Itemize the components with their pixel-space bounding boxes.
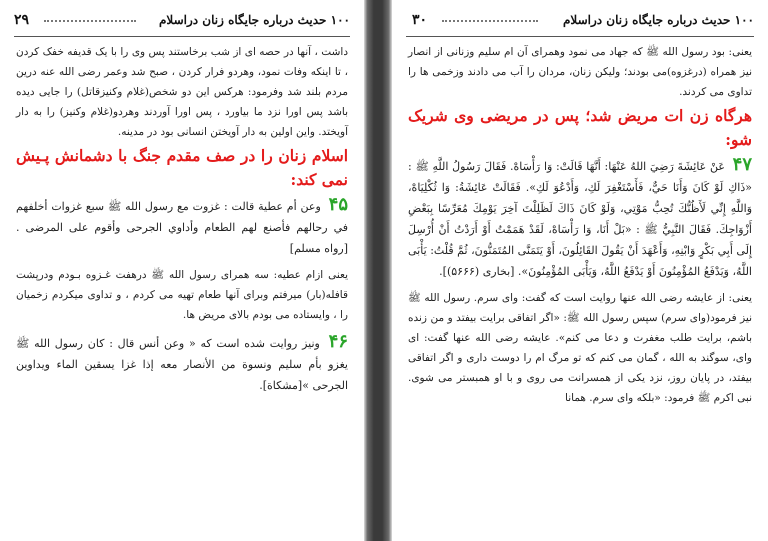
hadith-number: ۴۷ [732,154,752,175]
header-title: ۱۰۰ حدیث درباره جایگاه زنان دراسلام [563,13,754,27]
page-number: ۲۹ [14,12,30,28]
hadith-47 [408,154,752,282]
page-number: ۳۰ [412,12,428,28]
header-title: ۱۰۰ حدیث درباره جایگاه زنان دراسلام [159,13,350,27]
hadith-number: ۴۶ [328,331,348,352]
hadith-arabic-text: عَنْ عَائِشَةَ رَضِيَ اللهُ عَنْهَا: أَنَّهَا قَالَتْ: وَا رَأْسَاهْ. فَقَالَ رَسُولُ اللَّهِ ﷺ : «ذَاكِ لَوْ كَانَ وَأَنَا حَيٌّ، فَأَسْتَغْفِرَ لَكِ، وَأَدْعُوَ لَكِ». فَقَالَتْ عَائِشَةُ: وَا ثُكْلِيَاهْ، وَاللَّهِ إِنِّي لَأَظُنُّكَ تُحِبُّ مَوْتِي، وَلَوْ كَانَ ذَاكَ لَظَلِلْتَ آخِرَ يَوْمِكَ مُعَرِّسًا بِبَعْضِ أَزْوَاجِكَ. فَقَالَ النَّبِيُّ ﷺ : «بَلْ أَنَا، وَا رَأْسَاهْ، لَقَدْ هَمَمْتُ أَوْ أَرَدْتُ أَنْ أُرْسِلَ إِلَى أَبِي بَكْرٍ وَابْنِهِ، وَأَعْهَدَ أَنْ يَقُولَ القَائِلُونَ، أَوْ يَتَمَنَّى المُتَمَنُّونَ، ثُمَّ قُلْتُ: يَأْبَى اللَّهُ، وَيَدْفَعُ المُؤْمِنُونَ أَوْ يَدْفَعُ اللَّهُ، وَيَأْبَى المُؤْمِنُونَ». [بخاری (۵۶۶۶)]. [408,160,752,278]
page-29 [0,0,364,541]
hadith-translation: یعنی ازام عطیه: سه همرای رسول الله ﷺ درهفت غـزوه بـودم ودرپشت قافله(بار) میرفتم وبرای آنها طعام تهیه می کردم ، و تداوی میکردم زخمیان را ، وایستاده می بودم بالای مریض ها. [16,269,348,321]
page-header [14,12,350,37]
section-heading: هرگاه زن ات مریض شد؛ پس در مریضی وی شریک شو: [408,106,752,149]
hadith-45 [16,194,348,259]
header-dotted-leader [442,20,538,22]
paragraph: یعنی: بود رسول الله ﷺ که جهاد می نمود وهمرای آن ام سلیم وزنانی از انصار نیز همراه (درغزوه)می بودند؛ ولیکن زنان، مردان را آب می دادند وزخمی ها را تداوی می کردند. [408,46,752,98]
hadith-46 [16,331,348,396]
section-heading: اسلام زنان را در صف مقدم جنگ با دشمانش پـیش نمی کند: [16,146,348,189]
page-30 [392,0,768,541]
hadith-arabic-text: ونيز روايت شده است كه « وعن أنس قال : كان رسول الله ﷺ يغزو بأم سليم ونسوة من الأنصار معه إذا غزا يسقين الماء ويداوين الجرحى »[مشكاة]. [16,337,348,392]
page-content [408,42,752,408]
paragraph: داشت ، آنها در حصه ای از شب برخاستند پس وی را با یک قدیفه خفک کردن ، تا اینکه وفات نمود، وهردو فرار کردن ، صبح شد وعمر رضی الله عنه درین مردم بلند شد وفرمود: هرکس این دو شخص(غلام وکنیزقاتل) را جایی دیده باشد پس اورا نزد ما بیاورد ، پس اورا آوردند وهردو(غلام وکنیز) را به دار آویختد. واین اولین به دار آویختن انسانی بود در مدینه. [16,46,348,138]
hadith-arabic-text: وعن أم عطية قالت : غزوت مع رسول الله ﷺ سبع غزوات أخلفهم في رحالهم فأصنع لهم الطعام وأداوي الجرحى وأقوم على المرضى . [رواه مسلم] [16,200,348,255]
page-content [16,42,348,396]
hadith-number: ۴۵ [328,194,348,215]
page-header [406,12,754,37]
header-dotted-leader [44,20,136,22]
hadith-translation: یعنی: از عایشه رضی الله عنها روایت است که گفت: وای سرم. رسول الله ﷺ نیز فرمود(وای سرم) سپس رسول الله ﷺ: «اگر اتفاقی برایت بیفتد و من زنده باشم، برایت طلب مغفرت و دعا می کنم». عایشه رضی الله عنها گفت: ای وای، سوگند به الله ، گمان می کنم که تو مرگ ام را دوست داری و اگر اتفاقی بیفتد، در پایان روز، نزد یکی از همسرانت می روی و با او همبستر می شوی. نبی اکرم ﷺ فرمود: «بلکه وای سرم. همانا [408,292,753,404]
book-spine-gutter [364,0,392,541]
